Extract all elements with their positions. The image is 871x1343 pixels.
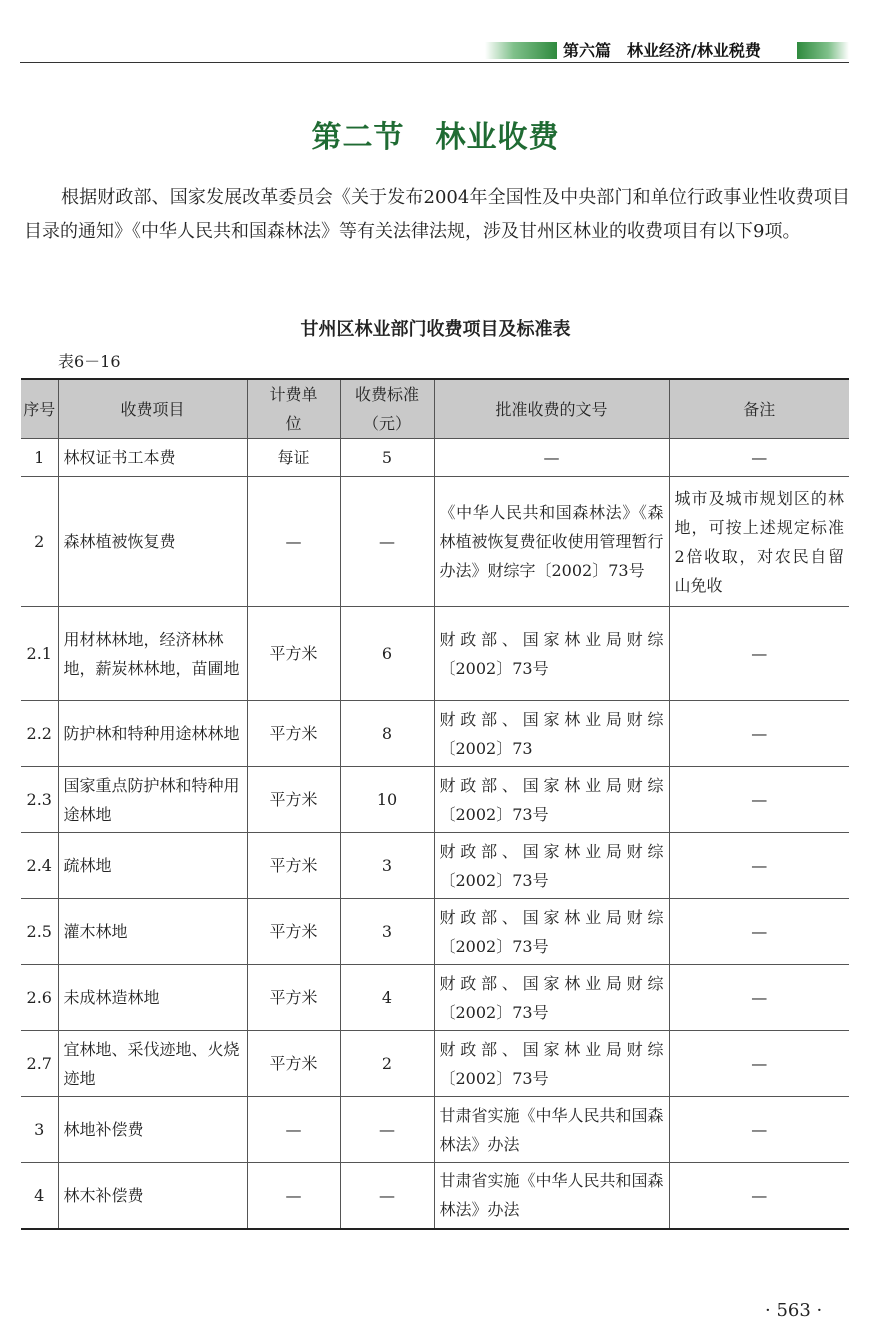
- cell-document: 甘肃省实施《中华人民共和国森林法》办法: [434, 1163, 669, 1229]
- table-row: [21, 701, 849, 767]
- cell-unit: 平方米: [247, 701, 340, 767]
- table-header-row: [21, 379, 849, 439]
- cell-item: 国家重点防护林和特种用途林地: [58, 767, 247, 833]
- cell-no: 2: [21, 477, 58, 607]
- cell-document: —: [434, 439, 669, 477]
- cell-standard: 2: [340, 1031, 434, 1097]
- table-title: 甘州区林业部门收费项目及标准表: [300, 319, 571, 340]
- cell-note: —: [669, 1031, 849, 1097]
- cell-document: 甘肃省实施《中华人民共和国森林法》办法: [434, 1097, 669, 1163]
- cell-unit: —: [247, 477, 340, 607]
- table-row: [21, 607, 849, 701]
- running-title: 第六篇 林业经济/林业税费: [563, 41, 761, 60]
- cell-no: 2.1: [21, 607, 58, 701]
- header-rule: [20, 62, 849, 63]
- header-standard: 收费标准（元）: [340, 379, 434, 439]
- cell-unit: —: [247, 1097, 340, 1163]
- running-header: [20, 41, 849, 63]
- cell-standard: 5: [340, 439, 434, 477]
- cell-document: 财政部、国家林业局财综〔2002〕73号: [434, 607, 669, 701]
- cell-no: 2.7: [21, 1031, 58, 1097]
- cell-note: —: [669, 1097, 849, 1163]
- cell-unit: 平方米: [247, 1031, 340, 1097]
- table-row: [21, 477, 849, 607]
- cell-item: 森林植被恢复费: [58, 477, 247, 607]
- cell-standard: —: [340, 1163, 434, 1229]
- cell-no: 2.2: [21, 701, 58, 767]
- cell-standard: —: [340, 477, 434, 607]
- cell-document: 财政部、国家林业局财综〔2002〕73号: [434, 965, 669, 1031]
- cell-note: —: [669, 965, 849, 1031]
- cell-unit: 平方米: [247, 833, 340, 899]
- cell-note: —: [669, 1163, 849, 1229]
- table-row: [21, 767, 849, 833]
- cell-standard: 3: [340, 899, 434, 965]
- cell-no: 2.3: [21, 767, 58, 833]
- cell-note: 城市及城市规划区的林地，可按上述规定标准2倍收取，对农民自留山免收: [669, 477, 849, 607]
- cell-note: —: [669, 767, 849, 833]
- table-number: 表6－16: [58, 352, 121, 371]
- header-note: 备注: [669, 379, 849, 439]
- cell-item: 防护林和特种用途林林地: [58, 701, 247, 767]
- cell-unit: 平方米: [247, 767, 340, 833]
- cell-item: 林木补偿费: [58, 1163, 247, 1229]
- cell-item: 用材林林地，经济林林地，薪炭林林地，苗圃地: [58, 607, 247, 701]
- header-unit: 计费单位: [247, 379, 340, 439]
- cell-item: 林地补偿费: [58, 1097, 247, 1163]
- cell-no: 2.5: [21, 899, 58, 965]
- cell-item: 宜林地、采伐迹地、火烧迹地: [58, 1031, 247, 1097]
- cell-standard: 10: [340, 767, 434, 833]
- table-row: [21, 1097, 849, 1163]
- header-item: 收费项目: [58, 379, 247, 439]
- cell-note: —: [669, 899, 849, 965]
- cell-no: 2.4: [21, 833, 58, 899]
- header-document: 批准收费的文号: [434, 379, 669, 439]
- cell-standard: 6: [340, 607, 434, 701]
- cell-note: —: [669, 701, 849, 767]
- table-row: [21, 439, 849, 477]
- table-row: [21, 899, 849, 965]
- cell-unit: 每证: [247, 439, 340, 477]
- table-row: [21, 1031, 849, 1097]
- cell-item: 未成林造林地: [58, 965, 247, 1031]
- section-title: 第二节 林业收费: [311, 120, 560, 155]
- header-no: 序号: [21, 379, 58, 439]
- cell-no: 4: [21, 1163, 58, 1229]
- cell-no: 2.6: [21, 965, 58, 1031]
- cell-note: —: [669, 439, 849, 477]
- cell-unit: 平方米: [247, 965, 340, 1031]
- cell-document: 财政部、国家林业局财综〔2002〕73号: [434, 1031, 669, 1097]
- page-number: · 563 ·: [765, 1300, 823, 1321]
- fee-table: [21, 378, 849, 1230]
- cell-standard: 3: [340, 833, 434, 899]
- cell-document: 《中华人民共和国森林法》《森林植被恢复费征收使用管理暂行办法》财综字〔2002〕73号: [434, 477, 669, 607]
- cell-note: —: [669, 607, 849, 701]
- table-row: [21, 965, 849, 1031]
- cell-document: 财政部、国家林业局财综〔2002〕73号: [434, 899, 669, 965]
- cell-item: 林权证书工本费: [58, 439, 247, 477]
- cell-unit: 平方米: [247, 899, 340, 965]
- header-decor-right: [797, 42, 849, 59]
- cell-no: 3: [21, 1097, 58, 1163]
- cell-standard: —: [340, 1097, 434, 1163]
- cell-standard: 4: [340, 965, 434, 1031]
- cell-item: 灌木林地: [58, 899, 247, 965]
- cell-note: —: [669, 833, 849, 899]
- cell-document: 财政部、国家林业局财综〔2002〕73号: [434, 767, 669, 833]
- table-row: [21, 1163, 849, 1229]
- cell-unit: —: [247, 1163, 340, 1229]
- header-decor-left: [485, 42, 557, 59]
- cell-unit: 平方米: [247, 607, 340, 701]
- cell-document: 财政部、国家林业局财综〔2002〕73号: [434, 833, 669, 899]
- cell-document: 财政部、国家林业局财综〔2002〕73: [434, 701, 669, 767]
- intro-paragraph: 根据财政部、国家发展改革委员会《关于发布2004年全国性及中央部门和单位行政事业性收费项目目录的通知》《中华人民共和国森林法》等有关法律法规，涉及甘州区林业的收费项目有以下9项。: [24, 187, 850, 242]
- cell-item: 疏林地: [58, 833, 247, 899]
- table-row: [21, 833, 849, 899]
- cell-no: 1: [21, 439, 58, 477]
- cell-standard: 8: [340, 701, 434, 767]
